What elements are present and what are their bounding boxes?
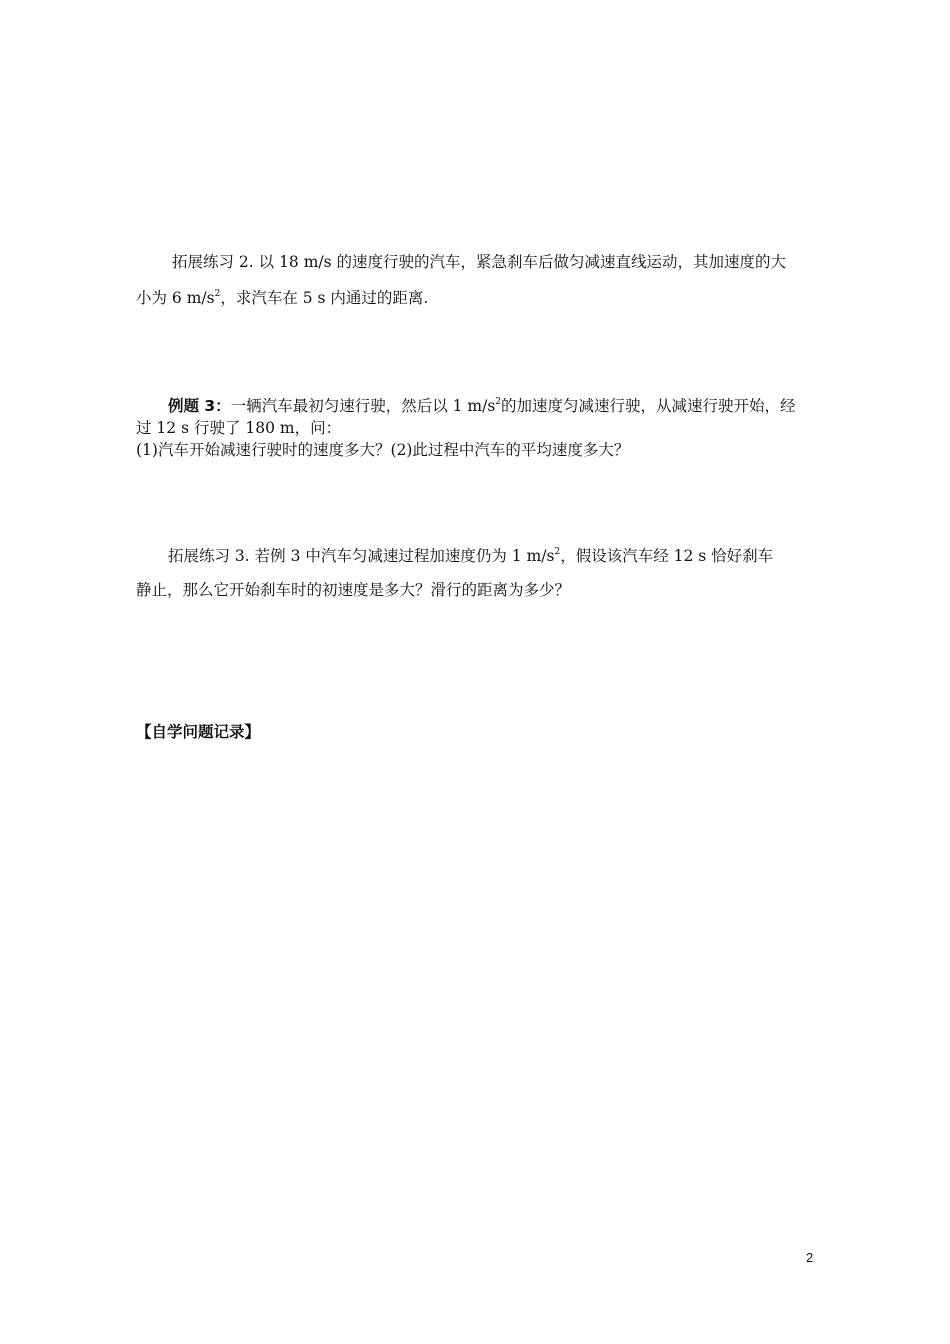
section-heading: 【自学问题记录】 [136, 723, 261, 741]
superscript: 2 [495, 397, 502, 407]
superscript: 2 [554, 547, 561, 557]
example-3-label: 例题 3： [168, 397, 231, 415]
example-3-line-2: 过 12 s 行驶了 180 m，问： [136, 419, 342, 437]
superscript: 2 [214, 289, 221, 299]
example-3-line-1: 例题 3：一辆汽车最初匀速行驶，然后以 1 $m/s^2$的加速度匀减速行驶，从减速行驶开始，经 [168, 397, 796, 415]
exercise-3-line-1: 拓展练习 3. 若例 3 中汽车匀减速过程加速度仍为 1 $m/s^2$，假设该汽车经 12 s 恰好刹车 [168, 547, 774, 565]
exercise-2-line-2: 小为 6 $m/s^2$，求汽车在 5 s 内通过的距离. [136, 289, 429, 307]
exercise-3-line-2: 静止，那么它开始刹车时的初速度是多大？滑行的距离为多少？ [136, 581, 571, 599]
exercise-2-line-1: 拓展练习 2. 以 18 m/s 的速度行驶的汽车，紧急刹车后做匀减速直线运动，其加速度的大 [172, 253, 787, 271]
page-number: 2 [806, 1250, 814, 1265]
example-3-line-3: (1)汽车开始减速行驶时的速度多大？(2)此过程中汽车的平均速度多大？ [136, 441, 630, 459]
